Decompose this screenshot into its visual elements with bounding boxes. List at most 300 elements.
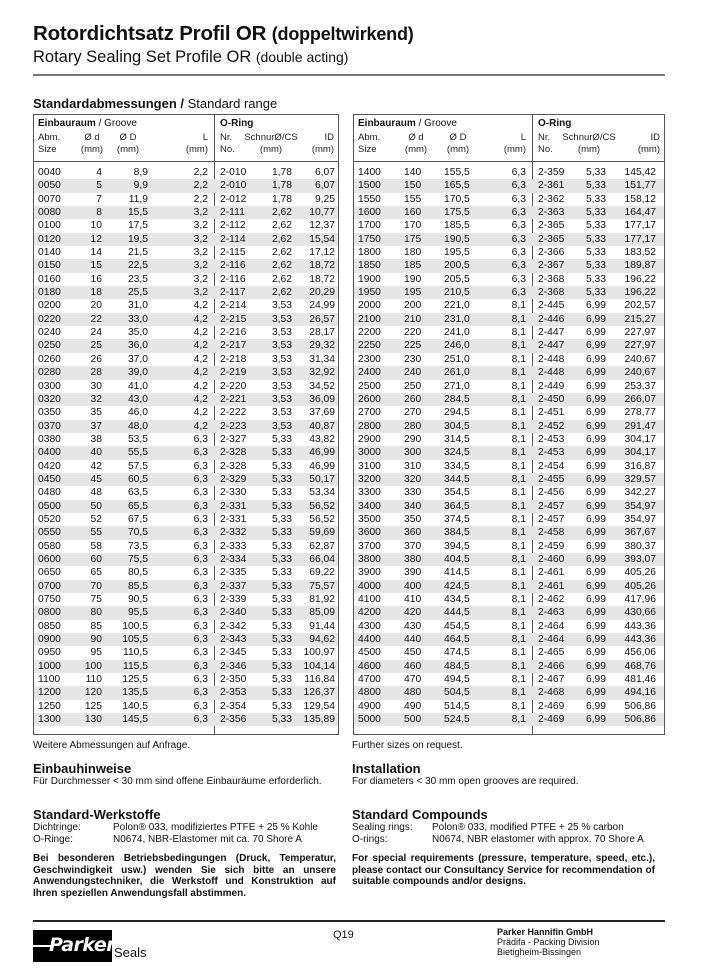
table-cell: 2-463 (538, 607, 565, 619)
further-sizes-note-de: Weitere Abmessungen auf Anfrage. (33, 740, 191, 751)
table-cell: 5,33 (585, 167, 606, 178)
table-cell: 3,2 (193, 260, 208, 272)
logo-suffix: Seals (114, 945, 147, 960)
table-cell: 6,99 (585, 567, 606, 579)
table-cell: 6,3 (511, 273, 526, 285)
table-cell: 2-448 (538, 367, 565, 379)
table-cell: 0160 (38, 273, 61, 285)
table-cell: 2-217 (220, 340, 247, 352)
table-cell: 6,99 (585, 594, 606, 605)
table-cell: 150 (404, 180, 422, 192)
table-row (34, 273, 338, 286)
table-row (34, 380, 338, 393)
table-cell: 40,87 (309, 420, 335, 432)
table-cell: 158,12 (624, 193, 656, 205)
page-number: Q19 (333, 929, 354, 941)
top-divider (33, 74, 665, 76)
table-cell: 3,2 (193, 233, 208, 245)
table-cell: 6,3 (193, 527, 208, 539)
dimensions-table-right (353, 114, 665, 735)
table-cell: 1500 (358, 180, 381, 192)
table-cell: 2-328 (220, 460, 247, 472)
table-cell: 261,0 (444, 367, 470, 379)
table-cell: 8,1 (511, 647, 526, 659)
table-cell: 424,5 (444, 580, 470, 592)
table-cell: 524,5 (444, 714, 470, 726)
table-cell: 456,06 (624, 647, 656, 659)
table-cell: 37,0 (127, 353, 148, 365)
table-cell: 2-367 (538, 260, 565, 272)
table-cell: 215,27 (624, 313, 656, 325)
table-cell: 3,53 (271, 380, 292, 392)
table-row (354, 700, 664, 713)
table-cell: 6,99 (585, 340, 606, 352)
table-cell: 1,78 (271, 180, 292, 192)
table-cell: 443,36 (624, 620, 656, 632)
table-cell: 0550 (38, 527, 61, 539)
table-row (34, 553, 338, 566)
table-cell: 25 (90, 340, 102, 352)
table-cell: 100,5 (122, 620, 148, 632)
table-row (354, 460, 664, 473)
table-cell: 2-331 (220, 513, 247, 525)
table-row (354, 179, 664, 192)
table-row (354, 566, 664, 579)
table-cell: 10,77 (309, 207, 335, 219)
column-header: Nr. No. (538, 132, 553, 155)
table-cell: 0420 (38, 460, 61, 472)
table-row (34, 313, 338, 326)
table-cell: 195,5 (444, 247, 470, 259)
table-cell: 200 (404, 300, 422, 312)
table-cell: 8,1 (511, 407, 526, 419)
table-row (354, 526, 664, 539)
material-row-en (352, 834, 644, 846)
table-cell: 6,3 (193, 447, 208, 459)
table-cell: 2-115 (220, 247, 246, 259)
table-cell: 2-359 (538, 167, 565, 178)
table-cell: 221,0 (444, 300, 470, 312)
table-cell: 94,62 (309, 634, 335, 646)
table-row (354, 273, 664, 286)
table-cell: 31,0 (127, 300, 148, 312)
table-cell: 2,2 (193, 167, 208, 178)
table-cell: 15 (90, 260, 102, 272)
table-cell: 3,53 (271, 353, 292, 365)
title-de (33, 22, 414, 46)
table-cell: 3,53 (271, 420, 292, 432)
table-cell: 8,1 (511, 540, 526, 552)
table-cell: 8,1 (511, 594, 526, 605)
table-cell: 6,07 (314, 180, 335, 192)
table-cell: 14 (90, 247, 102, 259)
table-cell: 177,17 (624, 220, 656, 232)
table-cell: 42 (90, 460, 102, 472)
table-row (34, 286, 338, 299)
table-cell: 404,5 (444, 553, 470, 565)
table-cell: 17,5 (127, 220, 148, 232)
table-cell: 5,33 (271, 567, 292, 579)
table-cell: 2-328 (220, 447, 247, 459)
table-cell: 46,99 (309, 460, 335, 472)
table-cell: 145,5 (122, 714, 148, 726)
table-cell: 4,2 (193, 393, 208, 405)
table-cell: 2-342 (220, 620, 247, 632)
table-cell: 32 (90, 393, 102, 405)
table-cell: 6,3 (193, 473, 208, 485)
table-cell: 280 (404, 420, 422, 432)
table-cell: 240,67 (624, 367, 656, 379)
table-cell: 1700 (358, 220, 381, 232)
table-cell: 41,0 (127, 380, 148, 392)
table-cell: 46,99 (309, 447, 335, 459)
section-heading (33, 96, 277, 111)
table-cell: 164,47 (624, 207, 656, 219)
table-cell: 5,33 (271, 500, 292, 512)
table-cell: 444,5 (444, 607, 470, 619)
table-row (354, 633, 664, 646)
table-cell: 210 (404, 313, 422, 325)
table-cell: 151,77 (624, 180, 656, 192)
table-cell: 2-456 (538, 487, 565, 499)
table-cell: 0280 (38, 367, 61, 379)
column-header: Ø d (mm) (404, 132, 428, 155)
table-cell: 175,5 (444, 207, 470, 219)
table-cell: 6,99 (585, 714, 606, 726)
table-cell: 0070 (38, 193, 61, 205)
table-cell: 135,89 (303, 714, 335, 726)
table-cell: 2-450 (538, 393, 565, 405)
table-cell: 75,57 (309, 580, 335, 592)
table-cell: 18 (90, 287, 102, 299)
table-cell: 2-448 (538, 353, 565, 365)
table-cell: 6,3 (193, 700, 208, 712)
table-cell: 3,53 (271, 300, 292, 312)
table-row (34, 646, 338, 659)
table-cell: 19,5 (127, 233, 148, 245)
materials-title-en: Standard Compounds (352, 807, 488, 822)
table-row (354, 259, 664, 272)
table-cell: 8,1 (511, 714, 526, 726)
table-cell: 2-111 (220, 207, 245, 219)
table-cell: 6,99 (585, 687, 606, 699)
table-cell: 0040 (38, 167, 61, 178)
table-cell: 31,34 (309, 353, 335, 365)
table-cell: 9,25 (314, 193, 335, 205)
table-cell: 6,3 (193, 634, 208, 646)
table-cell: 8,1 (511, 420, 526, 432)
table-cell: 0220 (38, 313, 61, 325)
table-cell: 56,52 (309, 500, 335, 512)
table-cell: 8,1 (511, 567, 526, 579)
table-row (354, 166, 664, 179)
table-cell: 0400 (38, 447, 61, 459)
table-cell: 115,5 (122, 660, 148, 672)
table-cell: 405,26 (624, 580, 656, 592)
table-cell: 145,42 (624, 167, 656, 178)
table-cell: 60 (90, 553, 102, 565)
table-row (34, 713, 338, 726)
table-cell: 506,86 (624, 700, 656, 712)
table-cell: 6,99 (585, 660, 606, 672)
table-row (354, 620, 664, 633)
table-cell: 6,3 (511, 287, 526, 299)
table-cell: 6,99 (585, 527, 606, 539)
table-cell: 2-220 (220, 380, 247, 392)
table-cell: 3,53 (271, 340, 292, 352)
table-cell: 2-446 (538, 313, 565, 325)
table-cell: 38 (90, 433, 102, 445)
table-cell: 4,2 (193, 380, 208, 392)
table-cell: 85 (90, 620, 102, 632)
table-cell: 9,9 (133, 180, 148, 192)
title-de-main: Rotordichtsatz Profil OR (33, 22, 267, 45)
table-cell: 2-330 (220, 487, 247, 499)
table-row (354, 486, 664, 499)
table-cell: 329,57 (624, 473, 656, 485)
table-cell: 0500 (38, 500, 61, 512)
table-cell: 63,5 (127, 487, 148, 499)
table-cell: 60,5 (127, 473, 148, 485)
table-cell: 4,2 (193, 353, 208, 365)
column-header: SchnurØ/CS (mm) (244, 132, 298, 155)
table-cell: 6,99 (585, 634, 606, 646)
group-header-groove: Einbauraum / Groove (38, 118, 137, 129)
table-row (354, 660, 664, 673)
table-cell: 4700 (358, 674, 381, 686)
column-header: ID (mm) (311, 132, 334, 155)
table-row (34, 593, 338, 606)
table-cell: 2-447 (538, 340, 565, 352)
table-row (34, 393, 338, 406)
table-cell: 417,96 (624, 594, 656, 605)
table-cell: 196,22 (624, 287, 656, 299)
table-cell: 410 (404, 594, 422, 605)
table-cell: 110,5 (122, 647, 148, 659)
table-cell: 2200 (358, 327, 381, 339)
table-row (34, 526, 338, 539)
table-cell: 474,5 (444, 647, 470, 659)
table-cell: 300 (404, 447, 422, 459)
table-cell: 468,76 (624, 660, 656, 672)
table-cell: 5 (96, 180, 102, 192)
table-cell: 196,22 (624, 273, 656, 285)
table-body (34, 166, 338, 726)
table-cell: 210,5 (444, 287, 470, 299)
table-cell: 6,99 (585, 513, 606, 525)
table-cell: 2-333 (220, 540, 247, 552)
material-value: N0674, NBR elastomer with approx. 70 Shore A (432, 834, 644, 845)
table-cell: 2-345 (220, 647, 247, 659)
table-cell: 6,3 (193, 567, 208, 579)
table-cell: 17,12 (309, 247, 335, 259)
table-cell: 4,2 (193, 420, 208, 432)
table-cell: 2,62 (271, 247, 292, 259)
column-header: L (mm) (503, 132, 526, 155)
table-cell: 3,53 (271, 407, 292, 419)
table-row (354, 420, 664, 433)
bottom-divider (33, 920, 665, 922)
table-cell: 5,33 (271, 527, 292, 539)
table-cell: 5,33 (271, 620, 292, 632)
table-cell: 8,1 (511, 500, 526, 512)
table-cell: 4,2 (193, 300, 208, 312)
column-header: Abm. Size (358, 132, 381, 155)
table-cell: 57,5 (127, 460, 148, 472)
table-cell: 8,1 (511, 473, 526, 485)
table-cell: 8,1 (511, 327, 526, 339)
column-header: ID (mm) (637, 132, 660, 155)
table-cell: 45 (90, 473, 102, 485)
table-cell: 250 (404, 380, 422, 392)
table-cell: 6,99 (585, 607, 606, 619)
material-value: Polon® 033, modifiziertes PTFE + 25 % Kohle (113, 822, 318, 833)
table-cell: 5,33 (271, 513, 292, 525)
table-body (354, 166, 664, 726)
table-cell: 90,5 (127, 594, 148, 605)
table-cell: 2-445 (538, 300, 565, 312)
table-cell: 2500 (358, 380, 381, 392)
table-cell: 6,99 (585, 407, 606, 419)
title-en (33, 48, 348, 67)
table-cell: 140,5 (122, 700, 148, 712)
table-cell: 0850 (38, 620, 61, 632)
table-cell: 354,97 (624, 513, 656, 525)
table-cell: 284,5 (444, 393, 470, 405)
table-cell: 90 (90, 634, 102, 646)
table-cell: 500 (404, 714, 422, 726)
table-cell: 65 (90, 567, 102, 579)
table-cell: 324,5 (444, 447, 470, 459)
title-en-paren: (double acting) (255, 49, 349, 65)
table-row (354, 393, 664, 406)
table-cell: 8,1 (511, 300, 526, 312)
table-cell: 160 (404, 207, 422, 219)
table-cell: 8,1 (511, 700, 526, 712)
table-cell: 5,33 (585, 287, 606, 299)
table-cell: 6,3 (193, 580, 208, 592)
table-cell: 464,5 (444, 634, 470, 646)
table-cell: 2-219 (220, 367, 247, 379)
table-cell: 37,69 (309, 407, 335, 419)
table-cell: 350 (404, 513, 422, 525)
table-row (354, 553, 664, 566)
table-cell: 8,1 (511, 447, 526, 459)
table-cell: 8 (96, 207, 102, 219)
table-cell: 56,52 (309, 513, 335, 525)
table-cell: 6,99 (585, 500, 606, 512)
installation-title-de: Einbauhinweise (33, 761, 132, 776)
table-row (354, 540, 664, 553)
table-cell: 2-447 (538, 327, 565, 339)
table-cell: 3000 (358, 447, 381, 459)
table-cell: 514,5 (444, 700, 470, 712)
material-row-de (33, 834, 302, 846)
table-cell: 34,52 (309, 380, 335, 392)
table-cell: 5,33 (271, 580, 292, 592)
title-en-main: Rotary Sealing Set Profile OR (33, 48, 252, 66)
table-cell: 180 (404, 247, 422, 259)
table-cell: 12,37 (309, 220, 335, 232)
table-cell: 6,3 (193, 500, 208, 512)
table-cell: 231,0 (444, 313, 470, 325)
table-row (34, 673, 338, 686)
table-row (354, 246, 664, 259)
table-cell: 8,1 (511, 313, 526, 325)
table-cell: 220 (404, 327, 422, 339)
table-cell: 4200 (358, 607, 381, 619)
table-cell: 3600 (358, 527, 381, 539)
table-cell: 73,5 (127, 540, 148, 552)
table-cell: 10 (90, 220, 102, 232)
table-cell: 2-365 (538, 220, 565, 232)
table-row (354, 353, 664, 366)
table-row (34, 259, 338, 272)
table-row (34, 486, 338, 499)
table-cell: 2-010 (220, 180, 247, 192)
table-cell: 400 (404, 580, 422, 592)
material-value: N0674, NBR-Elastomer mit ca. 70 Shore A (113, 834, 302, 845)
table-row (34, 513, 338, 526)
table-cell: 2,62 (271, 287, 292, 299)
table-cell: 2,62 (271, 207, 292, 219)
table-cell: 85,09 (309, 607, 335, 619)
table-cell: 5,33 (271, 473, 292, 485)
table-cell: 2-363 (538, 207, 565, 219)
table-cell: 18,72 (309, 273, 335, 285)
table-cell: 2-455 (538, 473, 565, 485)
table-cell: 40 (90, 447, 102, 459)
table-row (354, 606, 664, 619)
table-cell: 20 (90, 300, 102, 312)
table-cell: 0200 (38, 300, 61, 312)
table-cell: 2-117 (220, 287, 246, 299)
table-cell: 39,0 (127, 367, 148, 379)
table-row (354, 299, 664, 312)
table-cell: 8,1 (511, 527, 526, 539)
table-cell: 6,99 (585, 473, 606, 485)
table-cell: 130 (84, 714, 102, 726)
table-cell: 246,0 (444, 340, 470, 352)
table-cell: 5,33 (271, 714, 292, 726)
table-cell: 4 (96, 167, 102, 178)
table-cell: 2-356 (220, 714, 247, 726)
table-cell: 490 (404, 700, 422, 712)
table-cell: 2-469 (538, 714, 565, 726)
table-cell: 0100 (38, 220, 61, 232)
table-cell: 2-331 (220, 500, 247, 512)
table-cell: 2-346 (220, 660, 247, 672)
company-info (497, 927, 600, 957)
table-cell: 7 (96, 193, 102, 205)
table-cell: 2-218 (220, 353, 247, 365)
table-cell: 15,54 (309, 233, 335, 245)
table-cell: 35 (90, 407, 102, 419)
table-cell: 5,33 (271, 700, 292, 712)
table-cell: 5,33 (271, 447, 292, 459)
table-cell: 6,3 (511, 193, 526, 205)
table-cell: 2-457 (538, 500, 565, 512)
table-cell: 2-457 (538, 513, 565, 525)
table-cell: 2-453 (538, 433, 565, 445)
table-cell: 450 (404, 647, 422, 659)
table-cell: 2-468 (538, 687, 565, 699)
table-row (354, 713, 664, 726)
table-cell: 6,99 (585, 647, 606, 659)
table-cell: 46,0 (127, 407, 148, 419)
table-cell: 3200 (358, 473, 381, 485)
table-cell: 116,84 (304, 674, 335, 686)
